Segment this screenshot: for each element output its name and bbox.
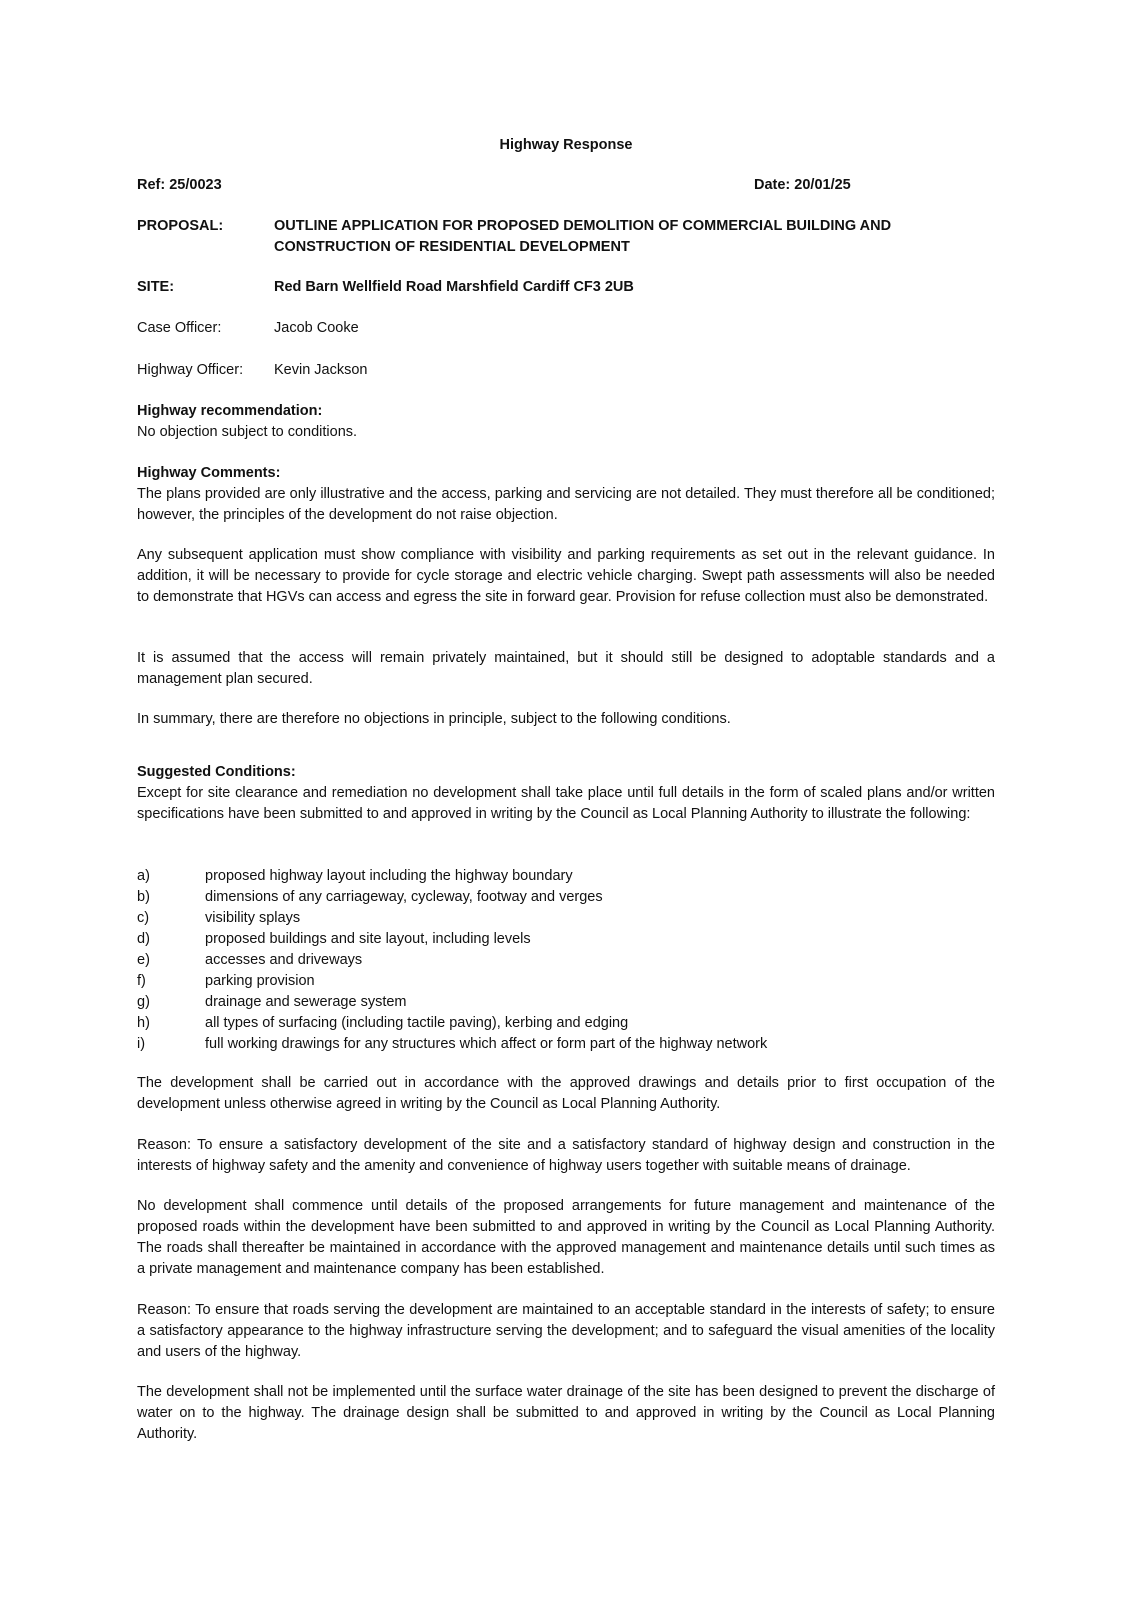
comments-paragraph-3: It is assumed that the access will remain privately maintained, but it should still be designed to adoptable standards and a management plan secured. [137, 650, 995, 687]
list-item: c) visibility splays [137, 910, 301, 926]
document-date: Date: 20/01/25 [754, 177, 851, 193]
conditions-paragraph-1: The development shall be carried out in accordance with the approved drawings and details prior to first occupation of the development unless otherwise agreed in writing by the Council as Local Planning Authority. [137, 1075, 995, 1112]
list-item: i) full working drawings for any structures which affect or form part of the highway network [137, 1036, 768, 1052]
conditions-reason-1: Reason: To ensure a satisfactory development of the site and a satisfactory standard of highway design and construction in the interests of highway safety and the amenity and convenience of highway users together with suitable means of drainage. [137, 1137, 995, 1174]
highway-officer-value: Kevin Jackson [274, 362, 368, 378]
list-item: a) proposed highway layout including the highway boundary [137, 868, 573, 884]
highway-officer-label: Highway Officer: [137, 362, 244, 378]
document-title: Highway Response [499, 137, 633, 153]
proposal-label: PROPOSAL: [137, 218, 224, 234]
conditions-heading: Suggested Conditions: [137, 764, 296, 780]
conditions-section [137, 762, 995, 825]
reference-number: Ref: 25/0023 [137, 177, 222, 193]
recommendation-section [137, 401, 995, 443]
conditions-list [137, 866, 995, 1055]
comments-paragraph-2: Any subsequent application must show compliance with visibility and parking requirements as set out in the relevant guidance. In addition, it will be necessary to provide for cycle storage and electric vehicle charging. Swept path assessments will also be needed to demonstrate that HGVs can access and egress the site in forward gear. Provision for refuse collection must also be demonstrated. [137, 547, 995, 605]
conditions-paragraph-3: The development shall not be implemented until the surface water drainage of the site has been designed to prevent the discharge of water on to the highway. The drainage design shall be submitted to and approved in writing by the Council as Local Planning Authority. [137, 1384, 995, 1442]
proposal-value [274, 216, 974, 258]
list-item: d) proposed buildings and site layout, including levels [137, 931, 531, 947]
proposal-line-1: OUTLINE APPLICATION FOR PROPOSED DEMOLITION OF COMMERCIAL BUILDING AND [274, 218, 892, 234]
list-item: e) accesses and driveways [137, 952, 363, 968]
conditions-intro: Except for site clearance and remediation no development shall take place until full details in the form of scaled plans and/or written specifications have been submitted to and approved in writing by the Council as Local Planning Authority to illustrate the following: [137, 785, 995, 822]
comments-heading: Highway Comments: [137, 465, 281, 481]
list-item: b) dimensions of any carriageway, cycleway, footway and verges [137, 889, 603, 905]
site-value: Red Barn Wellfield Road Marshfield Cardiff CF3 2UB [274, 279, 634, 295]
proposal-line-2: CONSTRUCTION OF RESIDENTIAL DEVELOPMENT [274, 239, 630, 255]
conditions-reason-2: Reason: To ensure that roads serving the development are maintained to an acceptable standard in the interests of safety; to ensure a satisfactory appearance to the highway infrastructure serving the development; and to safeguard the visual amenities of the locality and users of the highway. [137, 1302, 995, 1360]
recommendation-text: No objection subject to conditions. [137, 424, 358, 440]
comments-paragraph-4: In summary, there are therefore no objections in principle, subject to the following conditions. [137, 711, 731, 727]
recommendation-heading: Highway recommendation: [137, 403, 323, 419]
comments-paragraph-1: The plans provided are only illustrative and the access, parking and servicing are not detailed. They must therefore all be conditioned; however, the principles of the development do not raise objection. [137, 486, 995, 523]
comments-section [137, 463, 995, 526]
proposal-row [137, 216, 995, 258]
site-label: SITE: [137, 279, 175, 295]
list-item: g) drainage and sewerage system [137, 994, 407, 1010]
list-item: h) all types of surfacing (including tactile paving), kerbing and edging [137, 1015, 629, 1031]
list-item: f) parking provision [137, 973, 315, 989]
case-officer-value: Jacob Cooke [274, 320, 359, 336]
conditions-paragraph-2: No development shall commence until details of the proposed arrangements for future management and maintenance of the proposed roads within the development have been submitted to and approved in writing by the Council as Local Planning Authority. The roads shall thereafter be maintained in accordance with the approved management and maintenance details until such times as a private management and maintenance company has been established. [137, 1198, 995, 1277]
case-officer-label: Case Officer: [137, 320, 222, 336]
